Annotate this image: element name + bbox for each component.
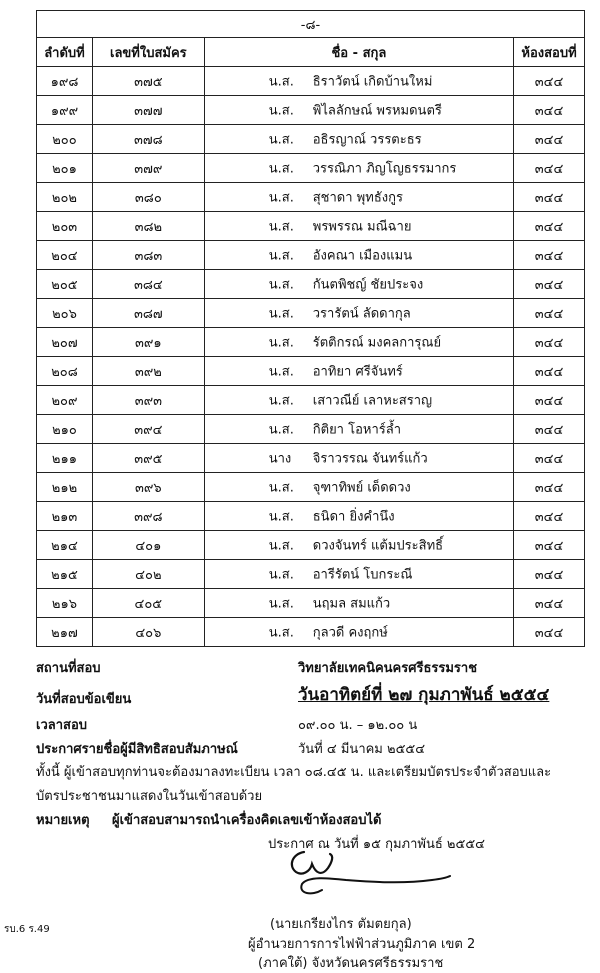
row-title: น.ส. xyxy=(268,393,294,409)
page-number-row xyxy=(37,11,585,38)
table-row xyxy=(37,212,585,241)
row-application-no: ๓๗๗ xyxy=(92,96,204,125)
row-room: ๓๔๔ xyxy=(514,444,585,473)
table-row xyxy=(37,154,585,183)
row-seq: ๒๑๓ xyxy=(37,502,93,531)
row-seq: ๒๐๘ xyxy=(37,357,93,386)
row-seq: ๒๐๕ xyxy=(37,270,93,299)
table-row xyxy=(37,502,585,531)
row-room: ๓๔๔ xyxy=(514,473,585,502)
instruction-line-2: บัตรประชาชนมาแสดงในวันเข้าสอบด้วย xyxy=(36,789,263,804)
written-date-value: วันอาทิตย์ที่ ๒๗ กุมภาพันธ์ ๒๕๕๔ xyxy=(298,685,550,705)
page-number: -๘- xyxy=(37,11,585,38)
table-row xyxy=(37,270,585,299)
row-fullname: ดวงจันทร์ แต้มประสิทธิ์ xyxy=(312,538,444,554)
row-fullname: อาทิยา ศรีจันทร์ xyxy=(312,364,403,380)
row-room: ๓๔๔ xyxy=(514,618,585,647)
row-room: ๓๔๔ xyxy=(514,241,585,270)
row-fullname: พรพรรณ มณีฉาย xyxy=(312,219,412,235)
row-title: น.ส. xyxy=(268,306,294,322)
row-fullname: นฤมล สมแก้ว xyxy=(312,596,391,612)
row-fullname: จิราวรรณ จันทร์แก้ว xyxy=(312,451,428,467)
row-application-no: ๓๙๓ xyxy=(92,386,204,415)
row-seq: ๒๐๓ xyxy=(37,212,93,241)
row-title: น.ส. xyxy=(268,422,294,438)
table-row xyxy=(37,299,585,328)
row-application-no: ๓๘๒ xyxy=(92,212,204,241)
row-title: นาง xyxy=(268,451,292,467)
candidate-table xyxy=(36,10,585,647)
row-fullname: ธนิดา ยิ่งคำนึง xyxy=(312,509,395,525)
row-title: น.ส. xyxy=(268,190,294,206)
row-name-cell xyxy=(204,270,513,299)
row-seq: ๒๑๖ xyxy=(37,589,93,618)
row-name-cell xyxy=(204,96,513,125)
row-application-no: ๓๙๘ xyxy=(92,502,204,531)
row-room: ๓๔๔ xyxy=(514,183,585,212)
row-title: น.ส. xyxy=(268,219,294,235)
exam-time-value: ๐๙.๐๐ น. – ๑๒.๐๐ น xyxy=(298,718,418,733)
row-fullname: ธิราวัตน์ เกิดบ้านใหม่ xyxy=(312,74,433,90)
table-row xyxy=(37,96,585,125)
row-application-no: ๓๗๕ xyxy=(92,67,204,96)
row-room: ๓๔๔ xyxy=(514,270,585,299)
row-name-cell xyxy=(204,212,513,241)
row-seq: ๒๑๑ xyxy=(37,444,93,473)
row-title: น.ส. xyxy=(268,480,294,496)
row-fullname: อธิรญาณ์ วรรตะธร xyxy=(312,132,422,148)
row-application-no: ๓๗๘ xyxy=(92,125,204,154)
row-title: น.ส. xyxy=(268,625,294,641)
row-seq: ๒๐๒ xyxy=(37,183,93,212)
row-application-no: ๓๙๕ xyxy=(92,444,204,473)
row-seq: ๒๑๐ xyxy=(37,415,93,444)
table-row xyxy=(37,125,585,154)
interview-label: ประกาศรายชื่อผู้มีสิทธิสอบสัมภาษณ์ xyxy=(36,742,238,757)
row-fullname: สุชาดา พุทธังกูร xyxy=(312,190,403,206)
row-application-no: ๓๘๐ xyxy=(92,183,204,212)
row-application-no: ๓๙๖ xyxy=(92,473,204,502)
exam-time-label: เวลาสอบ xyxy=(36,718,88,733)
row-room: ๓๔๔ xyxy=(514,502,585,531)
row-application-no: ๔๐๒ xyxy=(92,560,204,589)
row-seq: ๒๑๗ xyxy=(37,618,93,647)
written-date-label: วันที่สอบข้อเขียน xyxy=(36,692,132,707)
row-seq: ๒๐๗ xyxy=(37,328,93,357)
row-fullname: รัตติกรณ์ มงคลการุณย์ xyxy=(312,335,442,351)
row-application-no: ๔๐๖ xyxy=(92,618,204,647)
row-application-no: ๓๙๔ xyxy=(92,415,204,444)
signatory-position: ผู้อำนวยการการไฟฟ้าส่วนภูมิภาค เขต 2 xyxy=(248,937,476,952)
row-room: ๓๔๔ xyxy=(514,212,585,241)
row-room: ๓๔๔ xyxy=(514,299,585,328)
row-seq: ๑๙๘ xyxy=(37,67,93,96)
row-seq: ๒๐๑ xyxy=(37,154,93,183)
row-title: น.ส. xyxy=(268,277,294,293)
row-fullname: วรารัตน์ ลัดดากุล xyxy=(312,306,411,322)
row-seq: ๒๑๕ xyxy=(37,560,93,589)
form-code: รบ.6 ร.49 xyxy=(4,924,50,935)
row-fullname: เสาวณีย์ เลาหะสราญ xyxy=(312,393,433,409)
signatory-name: (นายเกรียงไกร ตัมตยกุล) xyxy=(270,917,412,932)
row-name-cell xyxy=(204,618,513,647)
row-seq: ๒๐๐ xyxy=(37,125,93,154)
row-room: ๓๔๔ xyxy=(514,531,585,560)
row-fullname: จุฑาทิพย์ เด็ดดวง xyxy=(312,480,411,496)
row-room: ๓๔๔ xyxy=(514,415,585,444)
table-row xyxy=(37,183,585,212)
row-fullname: อารีรัตน์ โบกระณี xyxy=(312,567,413,583)
table-row xyxy=(37,415,585,444)
row-title: น.ส. xyxy=(268,364,294,380)
header-seq: ลำดับที่ xyxy=(37,38,93,67)
table-row xyxy=(37,444,585,473)
row-fullname: วรรณิภา ภิญโญธรรมากร xyxy=(312,161,457,177)
row-seq: ๑๙๙ xyxy=(37,96,93,125)
table-row xyxy=(37,386,585,415)
row-room: ๓๔๔ xyxy=(514,386,585,415)
row-name-cell xyxy=(204,560,513,589)
row-fullname: อังคณา เมืองแมน xyxy=(312,248,413,264)
row-application-no: ๓๙๑ xyxy=(92,328,204,357)
header-name: ชื่อ - สกุล xyxy=(204,38,513,67)
row-application-no: ๓๗๙ xyxy=(92,154,204,183)
row-seq: ๒๐๙ xyxy=(37,386,93,415)
row-fullname: กุลวดี คงฤกษ์ xyxy=(312,625,388,641)
table-row xyxy=(37,473,585,502)
row-title: น.ส. xyxy=(268,509,294,525)
instruction-line-1: ทั้งนี้ ผู้เข้าสอบทุกท่านจะต้องมาลงทะเบียน เวลา ๐๘.๔๕ น. และเตรียมบัตรประจำตัวสอบและ xyxy=(36,765,552,780)
row-seq: ๒๐๖ xyxy=(37,299,93,328)
remark-value: ผู้เข้าสอบสามารถนำเครื่องคิดเลขเข้าห้องสอบได้ xyxy=(112,813,382,828)
row-room: ๓๔๔ xyxy=(514,154,585,183)
table-row xyxy=(37,560,585,589)
row-name-cell xyxy=(204,415,513,444)
row-fullname: พิไลลักษณ์ พรหมดนตรี xyxy=(312,103,442,119)
table-row xyxy=(37,589,585,618)
table-row xyxy=(37,531,585,560)
announce-date: ประกาศ ณ วันที่ ๑๕ กุมภาพันธ์ ๒๕๕๔ xyxy=(268,837,485,852)
venue-label: สถานที่สอบ xyxy=(36,661,101,676)
table-row xyxy=(37,241,585,270)
row-name-cell xyxy=(204,589,513,618)
row-title: น.ส. xyxy=(268,335,294,351)
header-room: ห้องสอบที่ xyxy=(514,38,585,67)
row-name-cell xyxy=(204,241,513,270)
row-fullname: กันตพิชญ์ ชัยประจง xyxy=(312,277,424,293)
row-room: ๓๔๔ xyxy=(514,125,585,154)
row-room: ๓๔๔ xyxy=(514,589,585,618)
row-title: น.ส. xyxy=(268,538,294,554)
row-application-no: ๓๙๒ xyxy=(92,357,204,386)
row-name-cell xyxy=(204,502,513,531)
row-title: น.ส. xyxy=(268,74,294,90)
row-room: ๓๔๔ xyxy=(514,357,585,386)
row-title: น.ส. xyxy=(268,596,294,612)
row-name-cell xyxy=(204,444,513,473)
row-name-cell xyxy=(204,386,513,415)
row-name-cell xyxy=(204,67,513,96)
interview-value: วันที่ ๔ มีนาคม ๒๕๕๔ xyxy=(298,742,426,757)
row-room: ๓๔๔ xyxy=(514,96,585,125)
row-title: น.ส. xyxy=(268,132,294,148)
row-name-cell xyxy=(204,473,513,502)
row-room: ๓๔๔ xyxy=(514,560,585,589)
row-seq: ๒๐๔ xyxy=(37,241,93,270)
row-title: น.ส. xyxy=(268,248,294,264)
row-application-no: ๓๘๔ xyxy=(92,270,204,299)
row-name-cell xyxy=(204,357,513,386)
table-row xyxy=(37,357,585,386)
table-row xyxy=(37,67,585,96)
venue-value: วิทยาลัยเทคนิคนครศรีธรรมราช xyxy=(298,661,478,676)
remark-label: หมายเหตุ xyxy=(36,813,90,828)
row-name-cell xyxy=(204,154,513,183)
row-name-cell xyxy=(204,328,513,357)
row-name-cell xyxy=(204,531,513,560)
row-room: ๓๔๔ xyxy=(514,328,585,357)
row-name-cell xyxy=(204,183,513,212)
row-title: น.ส. xyxy=(268,103,294,119)
row-application-no: ๔๐๑ xyxy=(92,531,204,560)
signatory-acting: (ภาคใต้) จังหวัดนครศรีธรรมราช xyxy=(258,956,444,971)
row-name-cell xyxy=(204,299,513,328)
row-application-no: ๓๘๗ xyxy=(92,299,204,328)
row-title: น.ส. xyxy=(268,161,294,177)
row-seq: ๒๑๒ xyxy=(37,473,93,502)
row-application-no: ๓๘๓ xyxy=(92,241,204,270)
row-title: น.ส. xyxy=(268,567,294,583)
row-application-no: ๔๐๕ xyxy=(92,589,204,618)
row-name-cell xyxy=(204,125,513,154)
row-seq: ๒๑๔ xyxy=(37,531,93,560)
row-room: ๓๔๔ xyxy=(514,67,585,96)
signature-image xyxy=(282,838,452,902)
table-row xyxy=(37,328,585,357)
table-row xyxy=(37,618,585,647)
table-header-row xyxy=(37,38,585,67)
header-application-no: เลขที่ใบสมัคร xyxy=(92,38,204,67)
row-fullname: กิติยา โอหาร์ล้ำ xyxy=(312,422,402,438)
